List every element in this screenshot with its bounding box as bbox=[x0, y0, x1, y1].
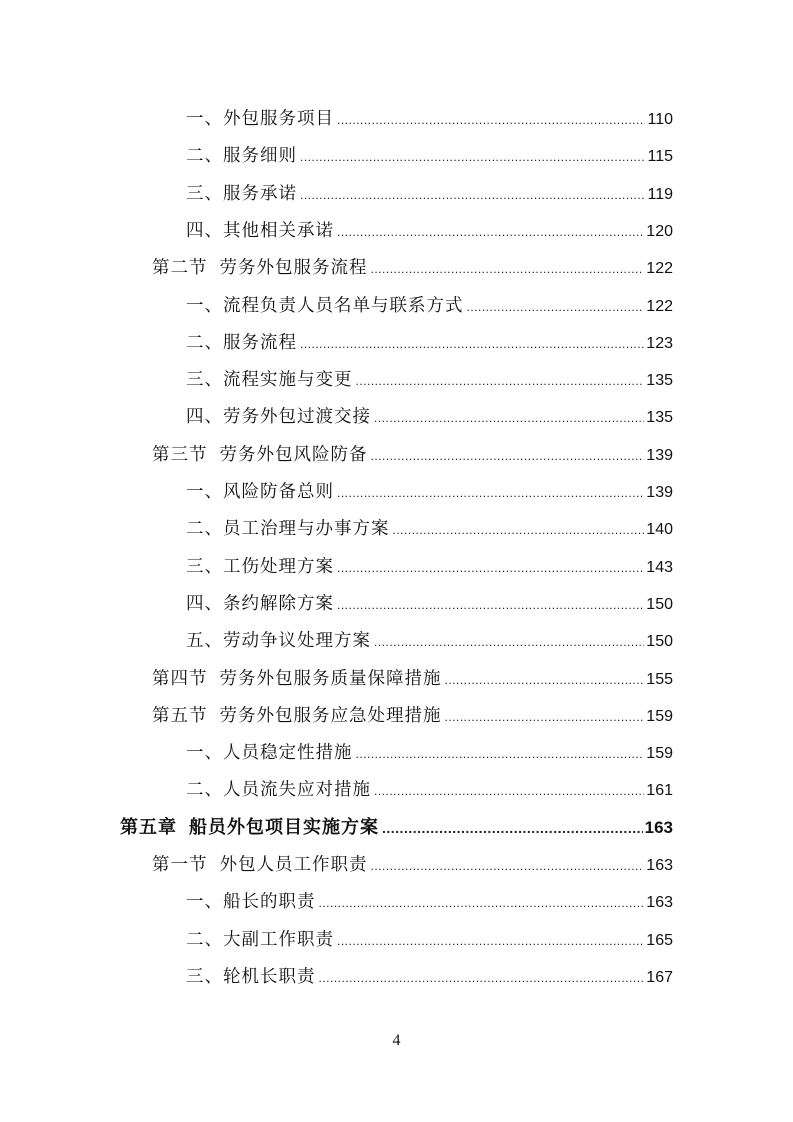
toc-entry-item[interactable] bbox=[186, 104, 673, 134]
toc-entry-page: 110 bbox=[647, 111, 673, 128]
toc-entry-text: 四、劳务外包过渡交接 bbox=[186, 407, 371, 428]
toc-entry-title bbox=[186, 887, 316, 917]
toc-entry-text: 劳务外包服务应急处理措施 bbox=[219, 705, 442, 726]
toc-dot-leader bbox=[337, 105, 645, 135]
toc-dot-leader bbox=[337, 217, 644, 247]
toc-entry-text: 二、大副工作职责 bbox=[186, 929, 334, 950]
toc-entry-title bbox=[186, 141, 297, 171]
toc-entry-page: 122 bbox=[646, 297, 673, 315]
toc-entry-title bbox=[120, 813, 379, 843]
toc-entry-item[interactable] bbox=[186, 291, 673, 321]
toc-entry-text: 一、外包服务项目 bbox=[186, 109, 334, 129]
toc-dot-leader bbox=[337, 590, 644, 620]
toc-entry-item[interactable] bbox=[186, 514, 673, 544]
toc-entry-page: 161 bbox=[646, 782, 673, 800]
toc-entry-text: 二、员工治理与办事方案 bbox=[186, 519, 390, 540]
toc-entry-item[interactable] bbox=[186, 552, 673, 582]
toc-entry-title bbox=[186, 328, 297, 358]
toc-dot-leader bbox=[374, 776, 644, 806]
toc-entry-page: 139 bbox=[646, 446, 673, 464]
toc-entry-title bbox=[152, 850, 368, 880]
toc-dot-leader bbox=[356, 366, 645, 396]
toc-entry-section[interactable] bbox=[152, 440, 673, 470]
toc-dot-leader bbox=[445, 665, 645, 695]
toc-entry-prefix: 第四节 bbox=[152, 668, 208, 689]
toc-entry-item[interactable] bbox=[186, 962, 673, 992]
toc-entry-text: 劳务外包服务流程 bbox=[219, 258, 368, 279]
toc-entry-page: 155 bbox=[646, 670, 673, 688]
toc-entry-title bbox=[152, 664, 442, 694]
toc-entry-text: 三、流程实施与变更 bbox=[186, 370, 353, 391]
toc-entry-title bbox=[186, 925, 334, 955]
toc-entry-title bbox=[152, 701, 442, 731]
toc-entry-text: 船员外包项目实施方案 bbox=[189, 816, 379, 838]
toc-entry-text: 一、风险防备总则 bbox=[186, 482, 334, 502]
toc-entry-text: 三、轮机长职责 bbox=[186, 966, 316, 987]
toc-entry-text: 四、其他相关承诺 bbox=[186, 220, 334, 241]
toc-entry-text: 二、服务细则 bbox=[186, 146, 297, 167]
toc-entry-text: 五、劳动争议处理方案 bbox=[186, 631, 371, 652]
toc-entry-item[interactable] bbox=[186, 589, 673, 619]
page-number: 4 bbox=[392, 1032, 401, 1049]
toc-entry-item[interactable] bbox=[186, 402, 673, 432]
toc-entry-page: 135 bbox=[646, 372, 673, 390]
toc-entry-title bbox=[186, 514, 390, 544]
toc-entry-text: 劳务外包风险防备 bbox=[219, 444, 368, 465]
toc-entry-item[interactable] bbox=[186, 738, 673, 768]
toc-entry-page: 122 bbox=[646, 260, 673, 278]
toc-entry-title bbox=[152, 253, 368, 283]
toc-entry-item[interactable] bbox=[186, 925, 673, 955]
toc-entry-section[interactable] bbox=[152, 253, 673, 283]
toc-entry-title bbox=[186, 626, 371, 656]
toc-entry-title bbox=[186, 775, 371, 805]
toc-entry-text: 二、服务流程 bbox=[186, 332, 297, 353]
toc-entry-item[interactable] bbox=[186, 477, 673, 507]
toc-entry-title bbox=[186, 291, 464, 321]
toc-entry-item[interactable] bbox=[186, 365, 673, 395]
toc-entry-text: 外包人员工作职责 bbox=[219, 855, 368, 875]
toc-entry-title bbox=[186, 216, 334, 246]
toc-entry-text: 二、人员流失应对措施 bbox=[186, 780, 371, 801]
toc-entry-prefix: 第三节 bbox=[152, 444, 208, 465]
toc-entry-title bbox=[186, 962, 316, 992]
toc-dot-leader bbox=[382, 813, 643, 843]
toc-entry-prefix: 第二节 bbox=[152, 258, 208, 279]
toc-entry-page: 119 bbox=[647, 185, 673, 203]
toc-entry-item[interactable] bbox=[186, 626, 673, 656]
toc-entry-text: 劳务外包服务质量保障措施 bbox=[219, 668, 442, 689]
toc-entry-page: 120 bbox=[646, 222, 673, 240]
toc-entry-page: 150 bbox=[646, 633, 673, 651]
toc-entry-chapter[interactable] bbox=[120, 813, 673, 843]
toc-entry-page: 167 bbox=[646, 968, 673, 986]
toc-entry-title bbox=[186, 477, 334, 507]
toc-entry-text: 一、船长的职责 bbox=[186, 892, 316, 913]
toc-entry-page: 163 bbox=[646, 894, 673, 912]
toc-entry-page: 139 bbox=[646, 484, 673, 501]
toc-entry-item[interactable] bbox=[186, 179, 673, 209]
toc-dot-leader bbox=[371, 441, 645, 471]
toc-entry-page: 140 bbox=[646, 521, 673, 539]
toc-entry-item[interactable] bbox=[186, 141, 673, 171]
toc-dot-leader bbox=[393, 515, 645, 545]
toc-dot-leader bbox=[300, 180, 645, 210]
toc-dot-leader bbox=[300, 142, 645, 172]
toc-entry-title bbox=[186, 402, 371, 432]
toc-entry-section[interactable] bbox=[152, 701, 673, 731]
toc-entry-page: 165 bbox=[646, 931, 673, 949]
toc-dot-leader bbox=[319, 963, 645, 993]
toc-entry-title bbox=[186, 738, 353, 768]
toc-entry-page: 163 bbox=[644, 817, 673, 837]
toc-dot-leader bbox=[467, 292, 645, 322]
toc-entry-prefix: 第一节 bbox=[152, 855, 208, 875]
toc-entry-page: 123 bbox=[646, 334, 673, 352]
toc-entry-title bbox=[186, 365, 353, 395]
toc-dot-leader bbox=[356, 739, 645, 769]
toc-entry-text: 三、服务承诺 bbox=[186, 183, 297, 204]
toc-dot-leader bbox=[374, 403, 644, 433]
toc-entry-title bbox=[186, 589, 334, 619]
toc-dot-leader bbox=[337, 553, 644, 583]
toc-entry-text: 一、人员稳定性措施 bbox=[186, 743, 353, 764]
toc-entry-page: 143 bbox=[646, 558, 673, 576]
toc-entry-page: 159 bbox=[646, 745, 673, 763]
toc-entry-prefix: 第五节 bbox=[152, 705, 208, 726]
toc-dot-leader bbox=[445, 702, 645, 732]
toc-entry-text: 四、条约解除方案 bbox=[186, 593, 334, 614]
toc-entry-section[interactable] bbox=[152, 850, 673, 880]
toc-entry-title bbox=[152, 440, 368, 470]
toc-entry-item[interactable] bbox=[186, 887, 673, 917]
toc-entry-page: 163 bbox=[646, 857, 673, 874]
toc-entry-item[interactable] bbox=[186, 328, 673, 358]
toc-dot-leader bbox=[371, 851, 645, 881]
toc-entry-page: 135 bbox=[646, 409, 673, 427]
toc-entry-item[interactable] bbox=[186, 216, 673, 246]
toc-entry-title bbox=[186, 104, 334, 134]
toc-dot-leader bbox=[319, 888, 645, 918]
toc-entry-item[interactable] bbox=[186, 775, 673, 805]
toc-entry-page: 159 bbox=[646, 707, 673, 725]
toc-entry-title bbox=[186, 179, 297, 209]
toc-entry-title bbox=[186, 552, 334, 582]
toc-entry-text: 三、工伤处理方案 bbox=[186, 556, 334, 577]
toc-dot-leader bbox=[337, 926, 644, 956]
toc-entry-text: 一、流程负责人员名单与联系方式 bbox=[186, 295, 464, 316]
toc-dot-leader bbox=[371, 254, 645, 284]
toc-entry-prefix: 第五章 bbox=[120, 816, 177, 838]
toc-dot-leader bbox=[300, 329, 644, 359]
toc-entry-page: 115 bbox=[647, 148, 673, 166]
toc-dot-leader bbox=[337, 478, 644, 508]
toc-dot-leader bbox=[374, 627, 644, 657]
toc-entry-section[interactable] bbox=[152, 664, 673, 694]
toc-entry-page: 150 bbox=[646, 595, 673, 613]
